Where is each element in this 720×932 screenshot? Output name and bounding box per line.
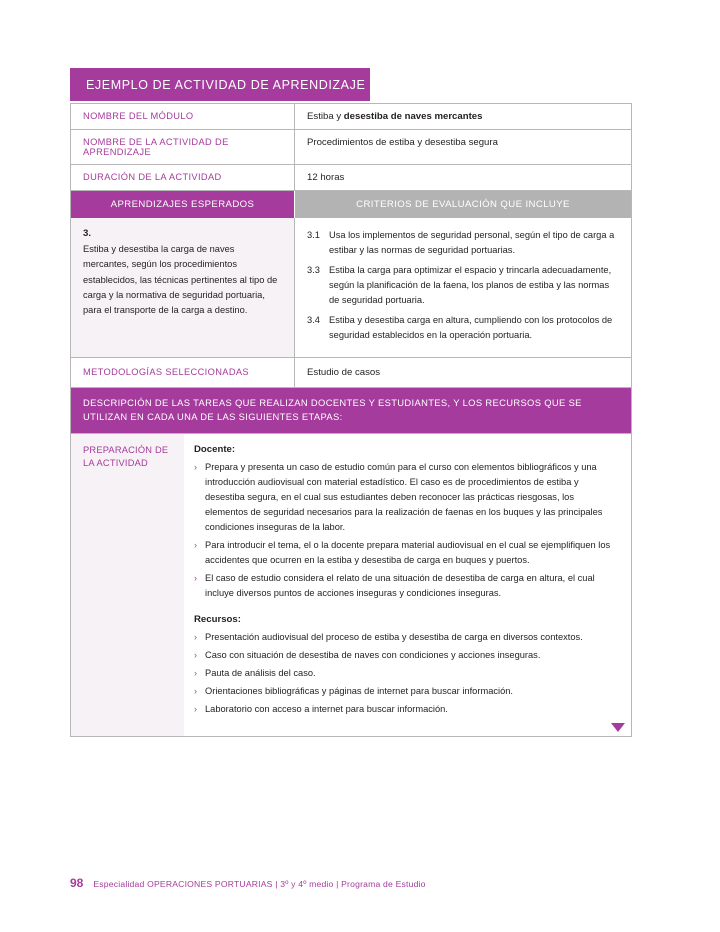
criterio-number: 3.1	[307, 230, 320, 240]
modulo-text-plain: Estiba y	[307, 111, 344, 122]
list-item-text: Caso con situación de desestiba de naves con condiciones y acciones inseguras.	[205, 649, 541, 660]
modulo-text-bold: desestiba de naves mercantes	[343, 111, 483, 122]
list-item-text: Para introducir el tema, el o la docente prepara material audiovisual en el cual se ejemplifiquen los accidentes que ocurren en la estiba y desestiba de carga en buques y puertos.	[205, 539, 611, 565]
row-label-modulo: NOMBRE DEL MÓDULO	[71, 104, 295, 129]
aprendizaje-text: Estiba y desestiba la carga de naves mercantes, según los procedimientos establecidos, las técnicas pertinentes al tipo de carga y la normativa de seguridad portuaria, para el transporte de la carga a destino.	[83, 244, 278, 316]
page-number: 98	[70, 876, 84, 890]
columns-header-row	[71, 191, 631, 218]
list-item	[194, 648, 615, 663]
etapa-label: PREPARACIÓN DE LA ACTIVIDAD	[71, 434, 184, 737]
list-item	[194, 666, 615, 681]
table-row	[71, 165, 631, 191]
list-item-text: Presentación audiovisual del proceso de estiba y desestiba de carga en diversos contextos.	[205, 631, 583, 642]
header-criterios: CRITERIOS DE EVALUACIÓN QUE INCLUYE	[295, 191, 631, 218]
table-row	[71, 130, 631, 165]
docente-heading: Docente:	[194, 443, 236, 455]
etapa-row	[71, 434, 631, 737]
criterio-item	[307, 313, 619, 344]
list-item	[194, 538, 615, 568]
row-label-actividad: NOMBRE DE LA ACTIVIDAD DE APRENDIZAJE	[71, 130, 295, 164]
metodologias-value: Estudio de casos	[307, 367, 381, 379]
page-title: EJEMPLO DE ACTIVIDAD DE APRENDIZAJE	[86, 77, 366, 92]
list-item-text: Laboratorio con acceso a internet para buscar información.	[205, 704, 448, 715]
list-item-text: Orientaciones bibliográficas y páginas de internet para buscar información.	[205, 686, 514, 697]
recursos-heading: Recursos:	[194, 613, 241, 625]
chevron-right-icon: ›	[194, 539, 197, 550]
outcomes-row	[71, 218, 631, 358]
footer-text: Especialidad OPERACIONES PORTUARIAS | 3º y 4º medio | Programa de Estudio	[93, 879, 426, 889]
chevron-right-icon: ›	[194, 572, 197, 583]
header-aprendizajes: APRENDIZAJES ESPERADOS	[71, 191, 295, 218]
metodologias-row	[71, 358, 631, 388]
row-value-actividad: Procedimientos de estiba y desestiba segura	[307, 137, 498, 148]
criterios-cell	[295, 218, 631, 357]
aprendizaje-cell	[71, 218, 295, 357]
list-item	[194, 571, 615, 601]
criterio-number: 3.3	[307, 264, 320, 275]
chevron-right-icon: ›	[194, 668, 197, 679]
criterio-text: Estiba y desestiba carga en altura, cumpliendo con los protocolos de seguridad establecidos en la operación portuaria.	[329, 314, 613, 340]
page-title-banner	[70, 68, 370, 101]
row-value-duracion: 12 horas	[307, 172, 345, 183]
chevron-right-icon: ›	[194, 649, 197, 660]
list-item-text: El caso de estudio considera el relato de una situación de desestiba de carga en altura, el cual incluye diversos puntos de acciones inseguras y condiciones inseguras.	[205, 572, 595, 598]
aprendizaje-number: 3.	[83, 228, 92, 239]
table-row	[71, 104, 631, 130]
chevron-right-icon: ›	[194, 631, 197, 642]
list-item	[194, 630, 615, 645]
list-item-text: Pauta de análisis del caso.	[205, 668, 316, 679]
criterio-item	[307, 263, 619, 309]
triangle-down-icon	[611, 723, 625, 732]
criterio-text: Estiba la carga para optimizar el espacio y trincarla adecuadamente, según la planificación de la faena, los planos de estiba y las normas de seguridad portuaria.	[329, 264, 612, 306]
etapa-body	[184, 434, 631, 737]
list-item	[194, 460, 615, 535]
chevron-right-icon: ›	[194, 461, 197, 472]
criterio-item	[307, 228, 619, 259]
activity-table	[70, 103, 632, 737]
descripcion-band: DESCRIPCIÓN DE LAS TAREAS QUE REALIZAN DOCENTES Y ESTUDIANTES, Y LOS RECURSOS QUE SE UTILIZAN EN CADA UNA DE LAS SIGUIENTES ETAPAS:	[71, 388, 631, 433]
chevron-right-icon: ›	[194, 686, 197, 697]
page-footer	[70, 876, 632, 890]
criterio-text: Usa los implementos de seguridad personal, según el tipo de carga a estibar y las normas de seguridad portuarias.	[329, 230, 615, 256]
row-label-duracion: DURACIÓN DE LA ACTIVIDAD	[71, 165, 295, 190]
row-value-modulo	[295, 104, 631, 129]
chevron-right-icon: ›	[194, 704, 197, 715]
list-item-text: Prepara y presenta un caso de estudio común para el curso con elementos bibliográficos y una introducción audiovisual con material estadístico. El caso es de procedimientos de estiba y desestiba segura, en el cual sus estudiantes deben reconocer las prácticas riesgosas, los elementos de seguridad necesarios para la realización de faenas en los buques y las principales condiciones inseguras de la labor.	[205, 461, 603, 532]
metodologias-label: METODOLOGÍAS SELECCIONADAS	[71, 358, 295, 387]
list-item	[194, 684, 615, 699]
criterio-number: 3.4	[307, 314, 320, 325]
list-item	[194, 702, 615, 717]
